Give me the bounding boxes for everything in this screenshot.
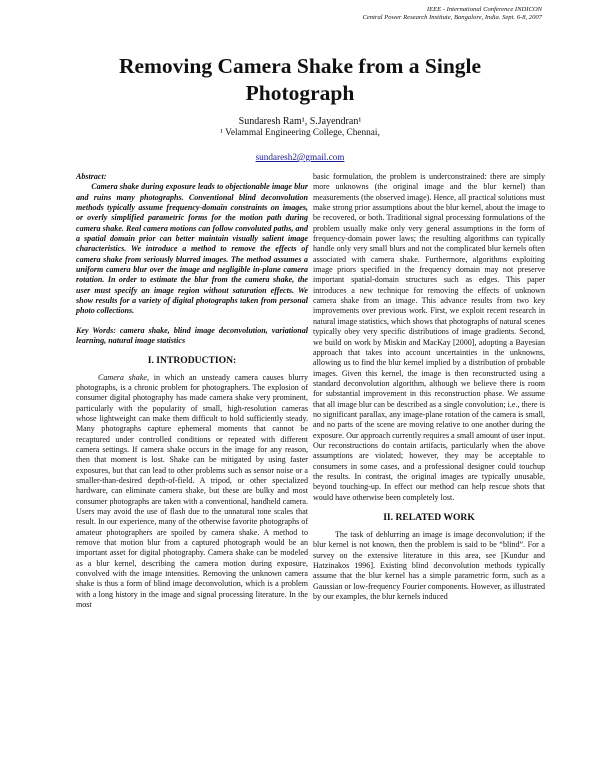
paper-title-line1: Removing Camera Shake from a Single xyxy=(118,54,482,78)
conference-header xyxy=(362,6,542,22)
abstract-label: Abstract: xyxy=(76,172,107,181)
paper-title-line2: Photograph xyxy=(245,81,355,105)
conference-name: IEEE - International Conference INDICON xyxy=(426,6,542,13)
keywords xyxy=(76,326,308,347)
abstract xyxy=(76,172,308,317)
introduction-text: in which an unsteady camera causes blurry photographs, is a chronic problem for photographers. The explosion of consumer digital photography has made camera shake very prominent, particularly with the popularity of small, high-resolution cameras whose lightweight can make them difficult to hold sufficiently steady. Many photographs capture ephemeral moments that cannot be recaptured under controlled conditions or repeated with different camera settings. If camera shake occurs in the image for any reason, then that moment is lost. Shake can be mitigated by using faster exposures, but that can lead to other problems such as sensor noise or a smaller-than-desired depth-of-field. A tripod, or other specialized hardware, can eliminate camera shake, but these are bulky and most consumer photographs are taken with a conventional, handheld camera. Users may avoid the use of flash due to the unnatural tone scales that result. In our experience, many of the otherwise favorite photographs of amateur photographers are spoiled by camera shake. A method to remove that motion blur from a captured photograph would be an important asset for digital photography. Camera shake can be modeled as a blur kernel, describing the camera motion during exposure, convolved with the image intensities. Removing the unknown camera shake is thus a form of blind image deconvolution, which is a problem with a long history in the image and signal processing literature. In the most xyxy=(76,372,308,610)
abstract-text: Camera shake during exposure leads to objectionable image blur and ruins many photographs. Conventional blind deconvolution methods typically assume frequency-domain constraints on images, or overly simplified parametric forms for the motion path during camera shake. Real camera motions can follow convoluted paths, and a spatial domain prior can better maintain visually salient image characteristics. We introduce a method to remove the effects of camera shake from seriously blurred images. The method assumes a uniform camera blur over the image and negligible in-plane camera rotation. In order to estimate the blur from the camera shake, the user must specify an image region without saturation effects. We show results for a variety of digital photographs taken from personal photo collections. xyxy=(76,182,308,316)
introduction-paragraph xyxy=(76,373,308,611)
introduction-lead: Camera shake, xyxy=(98,372,149,382)
right-column xyxy=(313,172,545,602)
author-email-link[interactable]: sundaresh2@gmail.com xyxy=(255,152,345,162)
conference-venue: Central Power Research Institute, Bangalore, India. Sept. 6-8, 2007 xyxy=(362,14,542,21)
section-related-work-heading: II. RELATED WORK xyxy=(383,512,475,523)
related-work-paragraph: The task of deblurring an image is image deconvolution; if the blur kernel is not known, then the problem is said to be “blind”. For a survey on the extensive literature in this area, see [Kundur and Hatzinakos 1996]. Existing blind deconvolution methods typically assume that the blur kernel has a simple parametric form, such as a Gaussian or low-frequency Fourier components. However, as illustrated by our examples, the blur kernels induced xyxy=(313,530,545,602)
paper-affiliation: ¹ Velammal Engineering College, Chennai, xyxy=(220,128,380,138)
section-introduction-heading: I. INTRODUCTION: xyxy=(147,354,237,366)
keywords-label: Key Words: xyxy=(76,325,116,335)
left-column xyxy=(76,172,308,610)
introduction-continued: basic formulation, the problem is underconstrained: there are simply more unknowns (the original image and the blur kernel) than measurements (the observed image). Hence, all practical solutions must make strong prior assumptions about the blur kernel, about the image to be recovered, or both. Traditional signal processing formulations of the problem usually make only very general assumptions in the form of frequency-domain power laws; the resulting algorithms can typically handle only very small blurs and not the complicated blur kernels often associated with camera shake. Furthermore, algorithms exploiting image priors specified in the frequency domain may not preserve important spatial-domain structures such as edges. This paper introduces a new technique for removing the effects of unknown camera shake from an image. This advance results from two key improvements over previous work. First, we exploit recent research in natural image statistics, which shows that photographs of natural scenes typically obey very specific distributions of image gradients. Second, we build on work by Miskin and MacKay [2000], adopting a Bayesian approach that takes into account uncertainties in the unknowns, allowing us to find the blur kernel implied by a distribution of probable images. Given this kernel, the image is then reconstructed using a standard deconvolution algorithm, although we believe there is room for substantial improvement in this reconstruction phase. We assume that all image blur can be described as a single convolution; i.e., there is no significant parallax, any image-plane rotation of the camera is small, and no parts of the scene are moving relative to one another during the exposure. Our approach currently requires a small amount of user input. Our reconstructions do contain artifacts, particularly when the above assumptions are violated; however, they may be acceptable to consumers in some cases, and a professional designer could touchup the results. In contrast, the original images are typically unusable, beyond touching-up. In effect our method can help rescue shots that would have otherwise been completely lost. xyxy=(313,172,545,502)
paper-authors: Sundaresh Ram¹, S.Jayendran¹ xyxy=(238,116,362,127)
keywords-text: camera shake, blind image deconvolution, variational learning, natural image statistics xyxy=(76,325,308,346)
paper-title xyxy=(60,53,540,107)
